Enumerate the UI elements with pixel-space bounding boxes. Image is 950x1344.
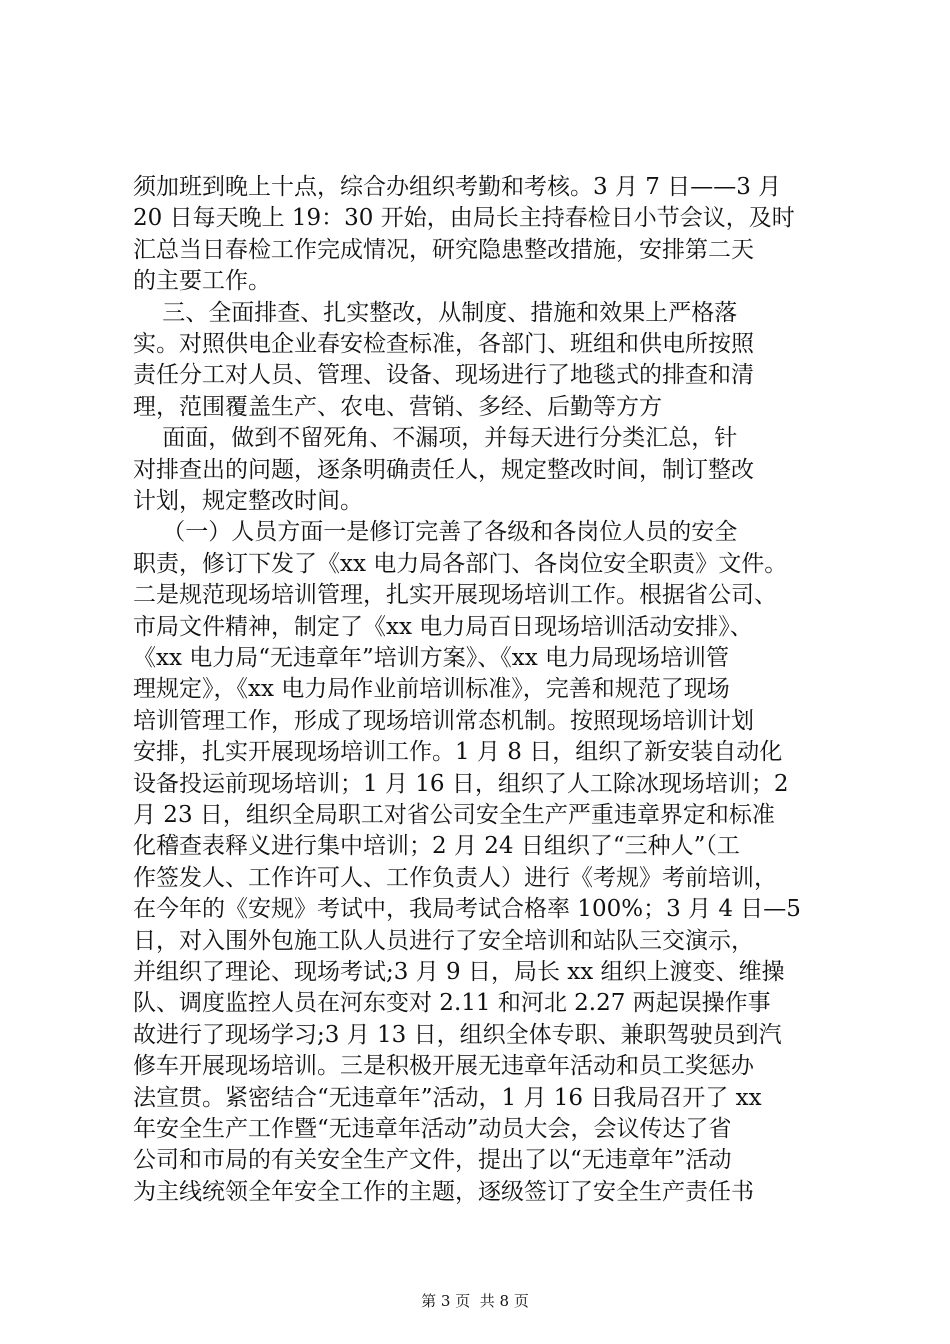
text-line: 队、调度监控人员在河东变对 2.11 和河北 2.27 两起误操作事 — [133, 990, 771, 1017]
text-line: 对排查出的问题，逐条明确责任人，规定整改时间，制订整改 — [133, 456, 754, 483]
text-line: 作签发人、工作许可人、工作负责人）进行《考规》考前培训， — [133, 864, 777, 891]
text-line: 理规定》，《xx 电力局作业前培训标准》，完善和规范了现场 — [133, 676, 730, 703]
text-line: 修车开展现场培训。三是积极开展无违章年活动和员工奖惩办 — [133, 1053, 754, 1080]
text-line: 公司和市局的有关安全生产文件，提出了以“无违章年”活动 — [133, 1147, 732, 1174]
text-line: 计划，规定整改时间。 — [133, 488, 363, 514]
text-line: 在今年的《安规》考试中，我局考试合格率 100%；3 月 4 日—5 — [133, 896, 801, 923]
text-line: 安排，扎实开展现场培训工作。1 月 8 日，组织了新安装自动化 — [133, 739, 783, 766]
text-line: 设备投运前现场培训；1 月 16 日，组织了人工除冰现场培训；2 — [133, 770, 789, 797]
text-line: 故进行了现场学习;3 月 13 日，组织全体专职、兼职驾驶员到汽 — [133, 1021, 782, 1048]
text-line: 法宣贯。紧密结合“无违章年”活动，1 月 16 日我局召开了 xx — [133, 1084, 762, 1111]
text-line: 二是规范现场培训管理，扎实开展现场培训工作。根据省公司、 — [133, 582, 777, 609]
text-line: 日，对入围外包施工队人员进行了安全培训和站队三交演示， — [133, 927, 754, 954]
text-line: 20 日每天晚上 19：30 开始，由局长主持春检日小节会议，及时 — [133, 205, 795, 232]
text-line: 须加班到晚上十点，综合办组织考勤和考核。3 月 7 日——3 月 — [133, 174, 782, 200]
text-line: 责任分工对人员、管理、设备、现场进行了地毯式的排查和清 — [133, 362, 754, 389]
text-line: 职责，修订下发了《xx 电力局各部门、各岗位安全职责》文件。 — [133, 550, 788, 577]
text-line: 汇总当日春检工作完成情况，研究隐患整改措施，安排第二天 — [133, 236, 754, 263]
text-line: 的主要工作。 — [133, 268, 271, 295]
text-line: 三、全面排查、扎实整改，从制度、措施和效果上严格落 — [133, 299, 738, 326]
text-line: 月 23 日，组织全局职工对省公司安全生产严重违章界定和标准 — [133, 802, 775, 828]
text-line: 面面，做到不留死角、不漏项，并每天进行分类汇总，针 — [133, 425, 738, 452]
text-line: 《xx 电力局“无违章年”培训方案》、《xx 电力局现场培训管 — [133, 645, 730, 671]
text-line: 化稽查表释义进行集中培训；2 月 24 日组织了“三种人”（工 — [133, 833, 740, 860]
page-footer: 第 3 页 共 8 页 — [421, 1292, 529, 1310]
text-line: 市局文件精神，制定了《xx 电力局百日现场培训活动安排》、 — [133, 613, 753, 640]
text-line: 年安全生产工作暨“无违章年活动”动员大会，会议传达了省 — [133, 1116, 732, 1142]
text-line: 培训管理工作，形成了现场培训常态机制。按照现场培训计划 — [133, 707, 754, 734]
text-line: 理，范围覆盖生产、农电、营销、多经、后勤等方方 — [133, 393, 662, 420]
text-line: 实。对照供电企业春安检查标准，各部门、班组和供电所按照 — [133, 331, 754, 357]
text-line: 为主线统领全年安全工作的主题，逐级签订了安全生产责任书 — [133, 1178, 754, 1205]
text-line: 并组织了理论、现场考试;3 月 9 日，局长 xx 组织上渡变、维操 — [133, 959, 785, 985]
text-line: （一）人员方面一是修订完善了各级和各岗位人员的安全 — [133, 519, 738, 546]
